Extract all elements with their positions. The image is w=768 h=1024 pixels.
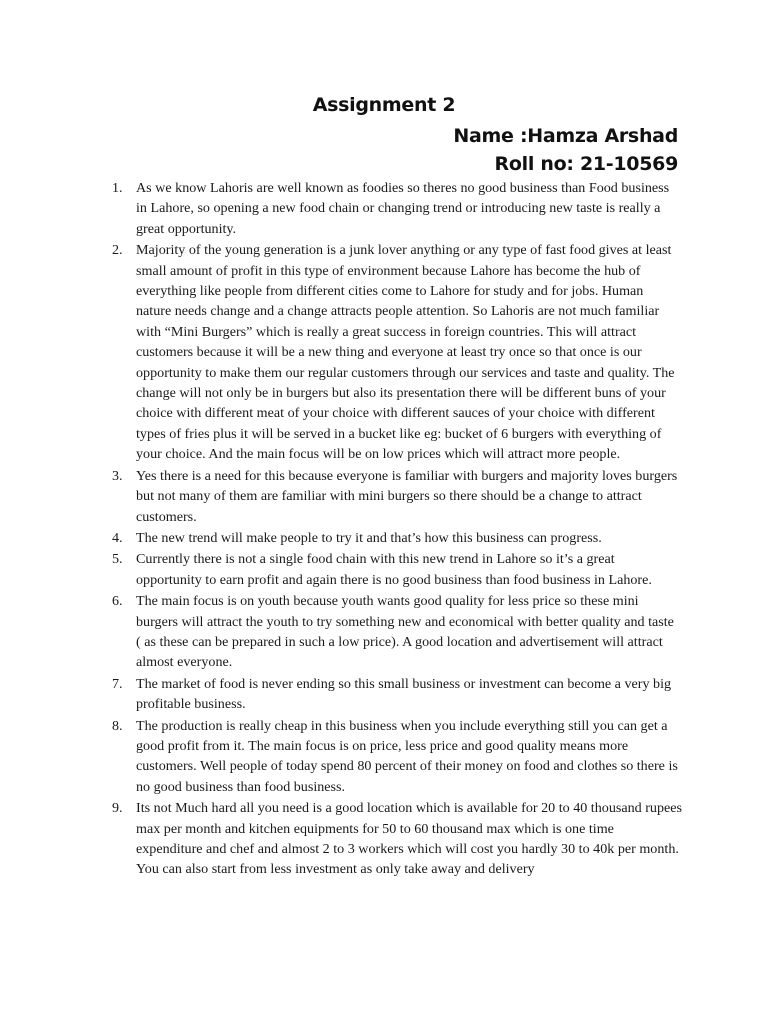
list-item — [112, 716, 682, 798]
list-item-number: 7. — [112, 675, 123, 692]
list-item-text: Yes there is a need for this because everyone is familiar with burgers and majority loves burgers but not many of them are familiar with mini burgers so there should be a change to attract customers. — [136, 467, 678, 525]
list-item — [112, 528, 682, 548]
list-item — [112, 240, 682, 464]
list-item — [112, 466, 682, 527]
list-item-number: 3. — [112, 467, 123, 484]
list-item-text: As we know Lahoris are well known as foodies so theres no good business than Food business in Lahore, so opening a new food chain or changing trend or introducing new taste is really a great opportunity. — [136, 180, 670, 237]
list-item-number: 5. — [112, 551, 123, 568]
roll-number: Roll no: 21-10569 — [494, 153, 678, 175]
list-item-number: 8. — [112, 717, 123, 734]
list-item-text: The market of food is never ending so this small business or investment can become a very big profitable business. — [136, 675, 672, 713]
list-item-text: Majority of the young generation is a junk lover anything or any type of fast food gives at least small amount of profit in this type of environment because Lahore has become the hub of everything like people from different cities come to Lahore for study and for jobs. Human nature needs change and a change attracts people attention. So Lahoris are not much familiar with “Mini Burgers” which is really a great success in foreign countries. This will attract customers because it will be a new thing and everyone at least try once so that once is our opportunity to make them our regular customers through our services and taste and quality. The change will not only be in burgers but also its presentation there will be different buns of your choice with different meat of your choice with different sauces of your choice with different types of fries plus it will be served in a bucket like eg: bucket of 6 burgers with everything of your choice. And the main focus will be on low prices which will attract more people. — [136, 242, 675, 463]
list-item-number: 9. — [112, 800, 123, 817]
list-item-number: 1. — [112, 180, 123, 196]
list-item-number: 4. — [112, 529, 123, 546]
list-item-text: Its not Much hard all you need is a good location which is available for 20 to 40 thousand rupees max per month and kitchen equipments for 50 to 60 thousand max which is one time expenditure and chef and almost 2 to 3 workers which will cost you hardly 30 to 40k per month. You can also start from less investment as only take away and delivery — [136, 800, 683, 878]
list-item-text: Currently there is not a single food chain with this new trend in Lahore so it’s a great opportunity to earn profit and again there is no good business than food business in Lahore. — [136, 551, 652, 588]
numbered-list — [112, 178, 682, 881]
list-item-text: The production is really cheap in this business when you include everything still you can get a good profit from it. The main focus is on price, less price and good quality means more customers. Well people of today spend 80 percent of their money on food and clothes so there is no good business than food business. — [136, 717, 678, 795]
list-item-text: The main focus is on youth because youth wants good quality for less price so these mini burgers will attract the youth to try something new and economical with better quality and taste ( as these can be prepared in such a low price). A good location and advertisement will attract almost everyone. — [136, 593, 674, 671]
list-item — [112, 178, 682, 239]
list-item — [112, 798, 682, 880]
author-name: Name :Hamza Arshad — [453, 125, 678, 147]
list-item — [112, 674, 682, 715]
list-item-text: The new trend will make people to try it and that’s how this business can progress. — [136, 529, 602, 546]
list-item-number: 2. — [112, 242, 123, 259]
document-title: Assignment 2 — [312, 94, 456, 116]
list-item-number: 6. — [112, 593, 123, 610]
list-item — [112, 591, 682, 673]
list-item — [112, 549, 682, 590]
